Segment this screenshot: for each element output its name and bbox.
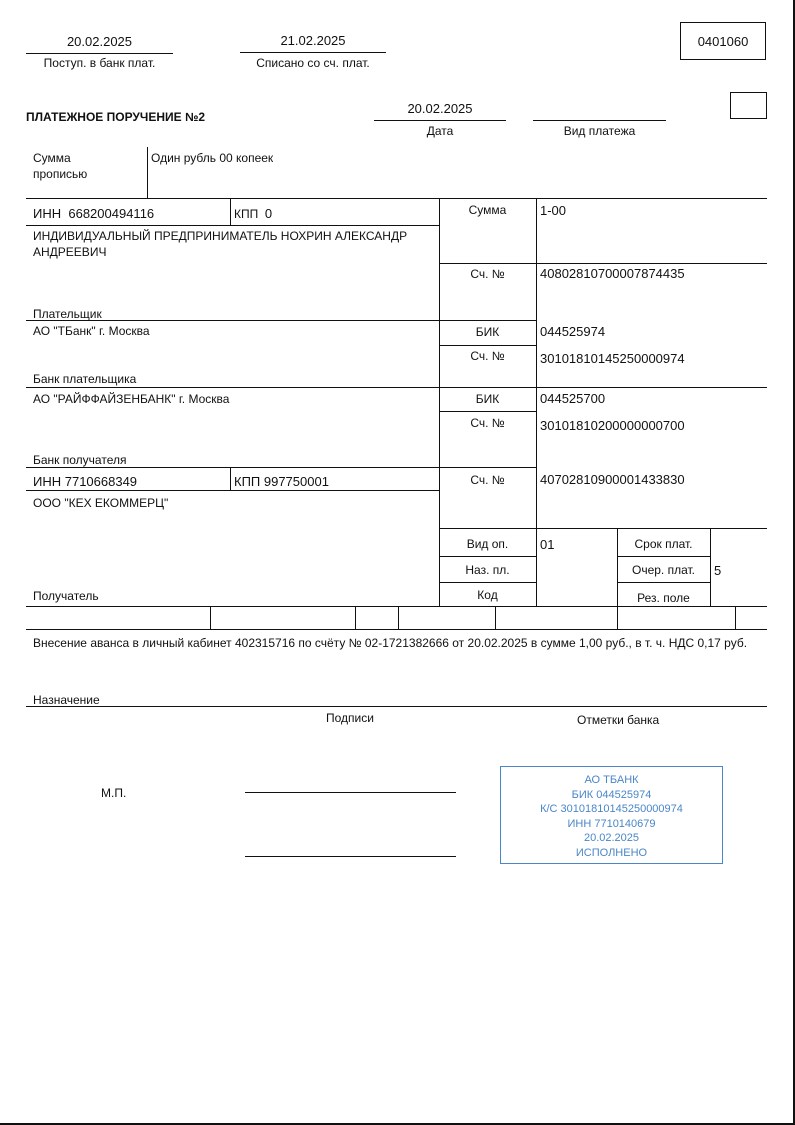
term-label: Срок плат. bbox=[634, 537, 693, 551]
debited-date-label: Списано со сч. плат. bbox=[256, 56, 370, 70]
form-code-box bbox=[680, 22, 766, 60]
document-date-label: Дата bbox=[426, 124, 454, 138]
grid-line bbox=[617, 606, 618, 629]
payer-kpp-label: КПП bbox=[234, 207, 259, 221]
payee-kpp: КПП 997750001 bbox=[234, 474, 329, 489]
code-label: Код bbox=[477, 588, 498, 602]
payee-bank-bik-label: БИК bbox=[475, 392, 500, 406]
payer-label: Плательщик bbox=[33, 307, 102, 321]
amount-words-label-2: прописью bbox=[33, 167, 88, 181]
form-code: 0401060 bbox=[697, 34, 749, 49]
signature-line-2 bbox=[245, 856, 456, 857]
grid-line bbox=[26, 629, 767, 630]
grid-line bbox=[398, 606, 399, 629]
grid-line bbox=[617, 556, 710, 557]
payer-bank-name: АО "ТБанк" г. Москва bbox=[33, 324, 150, 338]
grid-line bbox=[439, 345, 536, 346]
document-title: ПЛАТЕЖНОЕ ПОРУЧЕНИЕ №2 bbox=[26, 110, 206, 124]
payer-bank-bik-value: 044525974 bbox=[540, 324, 606, 339]
signature-line-1 bbox=[245, 792, 456, 793]
bank-marks-label: Отметки банка bbox=[577, 713, 660, 727]
grid-line bbox=[439, 582, 536, 583]
grid-line bbox=[26, 490, 439, 491]
payee-account-value: 40702810900001433830 bbox=[540, 472, 685, 487]
reserve-label: Рез. поле bbox=[637, 591, 690, 605]
amount-words-value: Один рубль 00 копеек bbox=[151, 151, 274, 165]
received-date: 20.02.2025 bbox=[66, 34, 133, 49]
payer-bank-account-label: Сч. № bbox=[470, 349, 505, 363]
payer-kpp bbox=[234, 206, 272, 222]
payer-bank-label: Банк плательщика bbox=[33, 372, 137, 386]
purpose-line bbox=[26, 706, 767, 707]
grid-line bbox=[439, 263, 767, 264]
payer-inn-label: ИНН bbox=[33, 206, 62, 221]
payment-type-line bbox=[533, 120, 666, 121]
received-date-line bbox=[26, 53, 173, 54]
grid-line bbox=[536, 198, 537, 606]
payee-bank-label: Банк получателя bbox=[33, 453, 127, 467]
stamp-line: 20.02.2025 bbox=[583, 832, 640, 844]
grid-line bbox=[26, 225, 439, 226]
grid-line bbox=[735, 606, 736, 629]
payer-inn bbox=[33, 206, 154, 221]
payee-label: Получатель bbox=[33, 589, 99, 603]
order-value: 5 bbox=[714, 563, 722, 578]
stamp-line: БИК 044525974 bbox=[571, 788, 652, 801]
grid-line bbox=[439, 411, 536, 412]
grid-line bbox=[26, 198, 767, 199]
payee-name: ООО "КЕХ ЕКОММЕРЦ" bbox=[33, 496, 169, 510]
grid-line bbox=[210, 606, 211, 629]
amount-words-label-1: Сумма bbox=[33, 151, 71, 165]
document-date-line bbox=[374, 120, 506, 121]
purpose-code-label: Наз. пл. bbox=[465, 563, 510, 577]
payment-type-box bbox=[730, 92, 767, 119]
grid-line bbox=[495, 606, 496, 629]
payee-account-label: Сч. № bbox=[470, 473, 505, 487]
received-date-label: Поступ. в банк плат. bbox=[43, 56, 156, 70]
debited-date-line bbox=[240, 52, 386, 53]
payee-bank-account-value: 30101810200000000700 bbox=[540, 418, 685, 433]
stamp-line: АО ТБАНК bbox=[584, 774, 639, 786]
grid-line bbox=[26, 320, 536, 321]
payee-bank-bik-value: 044525700 bbox=[540, 391, 606, 406]
payer-kpp-value: 0 bbox=[264, 206, 273, 221]
purpose-label: Назначение bbox=[33, 693, 100, 707]
signatures-label: Подписи bbox=[326, 711, 374, 725]
amount-words-divider bbox=[147, 147, 148, 198]
payment-type-label: Вид платежа bbox=[563, 124, 636, 138]
payer-account-value: 40802810700007874435 bbox=[540, 266, 685, 281]
grid-line bbox=[230, 198, 231, 225]
stamp-line: ИНН 7710140679 bbox=[567, 817, 656, 830]
seal-label: М.П. bbox=[101, 786, 127, 800]
grid-line bbox=[439, 528, 767, 529]
debited-date: 21.02.2025 bbox=[280, 33, 346, 48]
payee-bank-account-label: Сч. № bbox=[470, 416, 505, 430]
payee-bank-name: АО "РАЙФФАЙЗЕНБАНК" г. Москва bbox=[33, 392, 230, 406]
payer-sum-label: Сумма bbox=[468, 203, 507, 217]
payer-account-label: Сч. № bbox=[470, 267, 505, 281]
bank-stamp bbox=[500, 766, 723, 864]
grid-line bbox=[355, 606, 356, 629]
grid-line bbox=[710, 528, 711, 606]
payer-bank-account-value: 30101810145250000974 bbox=[540, 351, 685, 366]
grid-line bbox=[439, 556, 536, 557]
grid-line bbox=[617, 582, 710, 583]
op-type-value: 01 bbox=[540, 537, 555, 552]
grid-line bbox=[26, 387, 767, 388]
payee-inn: ИНН 7710668349 bbox=[33, 474, 138, 489]
payer-bank-bik-label: БИК bbox=[475, 325, 500, 339]
purpose-text: Внесение аванса в личный кабинет 402315716 по счёту № 02-1721382666 от 20.02.2025 в сумме 1,00 руб., в т. ч. НДС 0,17 руб. bbox=[33, 636, 748, 650]
payer-inn-value: 668200494116 bbox=[68, 206, 155, 221]
grid-line bbox=[26, 606, 767, 607]
op-type-label: Вид оп. bbox=[466, 537, 509, 551]
document-date: 20.02.2025 bbox=[407, 101, 473, 116]
order-label: Очер. плат. bbox=[631, 563, 695, 577]
payer-name: ИНДИВИДУАЛЬНЫЙ ПРЕДПРИНИМАТЕЛЬ НОХРИН АЛЕКСАНДР АНДРЕЕВИЧ bbox=[33, 229, 408, 259]
stamp-line: К/С 30101810145250000974 bbox=[540, 803, 683, 815]
grid-line bbox=[230, 467, 231, 490]
payer-sum-value: 1-00 bbox=[540, 203, 567, 218]
stamp-line: ИСПОЛНЕНО bbox=[575, 846, 648, 859]
